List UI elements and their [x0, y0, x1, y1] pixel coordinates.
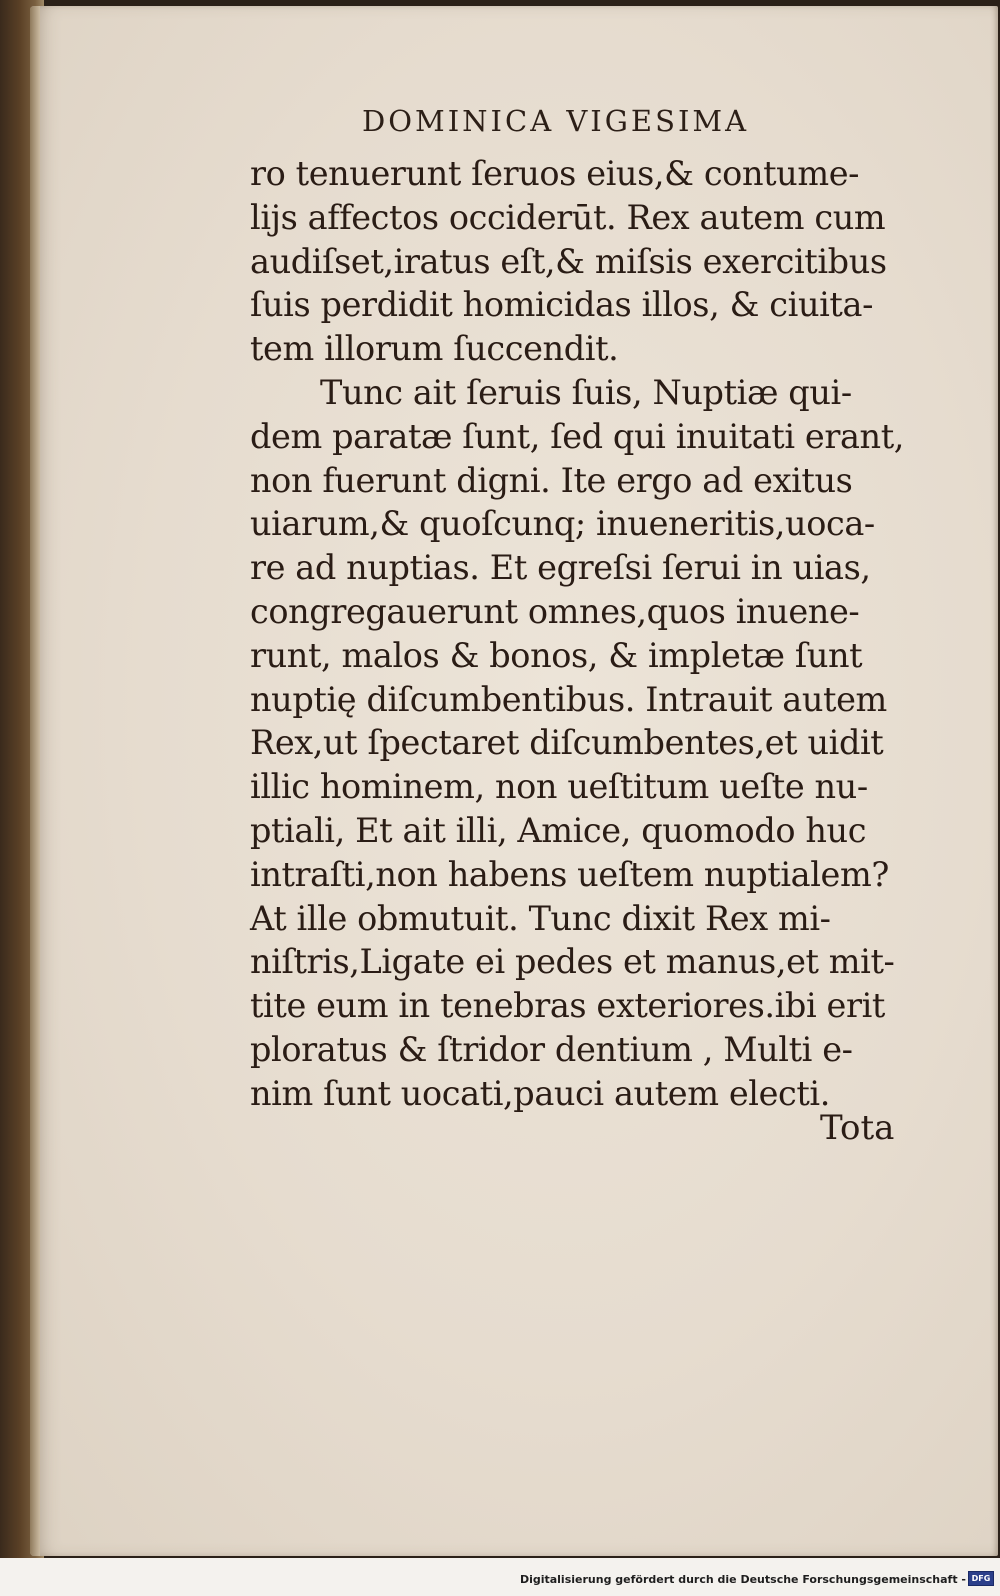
text-line: Rex,ut ſpectaret diſcumbentes,et uidit — [250, 723, 884, 763]
footer-bar — [0, 1558, 1000, 1596]
text-line: uiarum,& quoſcunq; inueneritis,uoca- — [250, 504, 875, 544]
text-line: congregauerunt omnes,quos inuene- — [250, 591, 860, 631]
text-line: niſtris,Ligate ei pedes et manus,et mit- — [250, 942, 895, 982]
text-line: non fuerunt digni. Ite ergo ad exitus — [250, 460, 853, 500]
text-line: re ad nuptias. Et egreſsi ſerui in uias, — [250, 548, 871, 588]
page-edge-shadow — [30, 6, 40, 1556]
text-line: illic hominem, non ueſtitum ueſte nu- — [250, 767, 868, 807]
text-line: tem illorum ſuccendit. — [250, 329, 619, 369]
text-line: runt, malos & bonos, & impletæ ſunt — [250, 635, 863, 675]
text-line: Tunc ait ſeruis ſuis, Nuptiæ qui- — [320, 372, 852, 412]
catchword: Tota — [820, 1108, 895, 1148]
text-line: ro tenuerunt ſeruos eius,& contume- — [250, 154, 860, 193]
text-line: dem paratæ ſunt, ſed qui inuitati erant, — [250, 416, 905, 456]
digitization-credit: Digitalisierung gefördert durch die Deutsche Forschungsgemeinschaft - — [519, 1573, 966, 1586]
text-line: nim ſunt uocati,pauci autem electi. — [250, 1073, 830, 1113]
running-head: DOMINICA VIGESIMA — [362, 104, 750, 138]
text-line: ptiali, Et ait illi, Amice, quomodo huc — [250, 810, 867, 850]
text-line: ſuis perdidit homicidas illos, & ciuita- — [250, 285, 873, 325]
text-line: At ille obmutuit. Tunc dixit Rex mi- — [250, 898, 831, 938]
text-line: tite eum in tenebras exteriores.ibi erit — [250, 986, 885, 1026]
text-line: lijs affectos occiderūt. Rex autem cum — [250, 197, 886, 237]
dfg-logo-icon: DFG — [968, 1571, 994, 1586]
body-text — [250, 152, 940, 1116]
text-line: nuptię diſcumbentibus. Intrauit autem — [250, 679, 887, 719]
text-line: ploratus & ſtridor dentium , Multi e- — [250, 1029, 853, 1069]
text-line: audiſset,iratus eſt,& miſsis exercitibus — [250, 241, 887, 281]
text-line: intraſti,non habens ueſtem nuptialem? — [250, 854, 889, 894]
